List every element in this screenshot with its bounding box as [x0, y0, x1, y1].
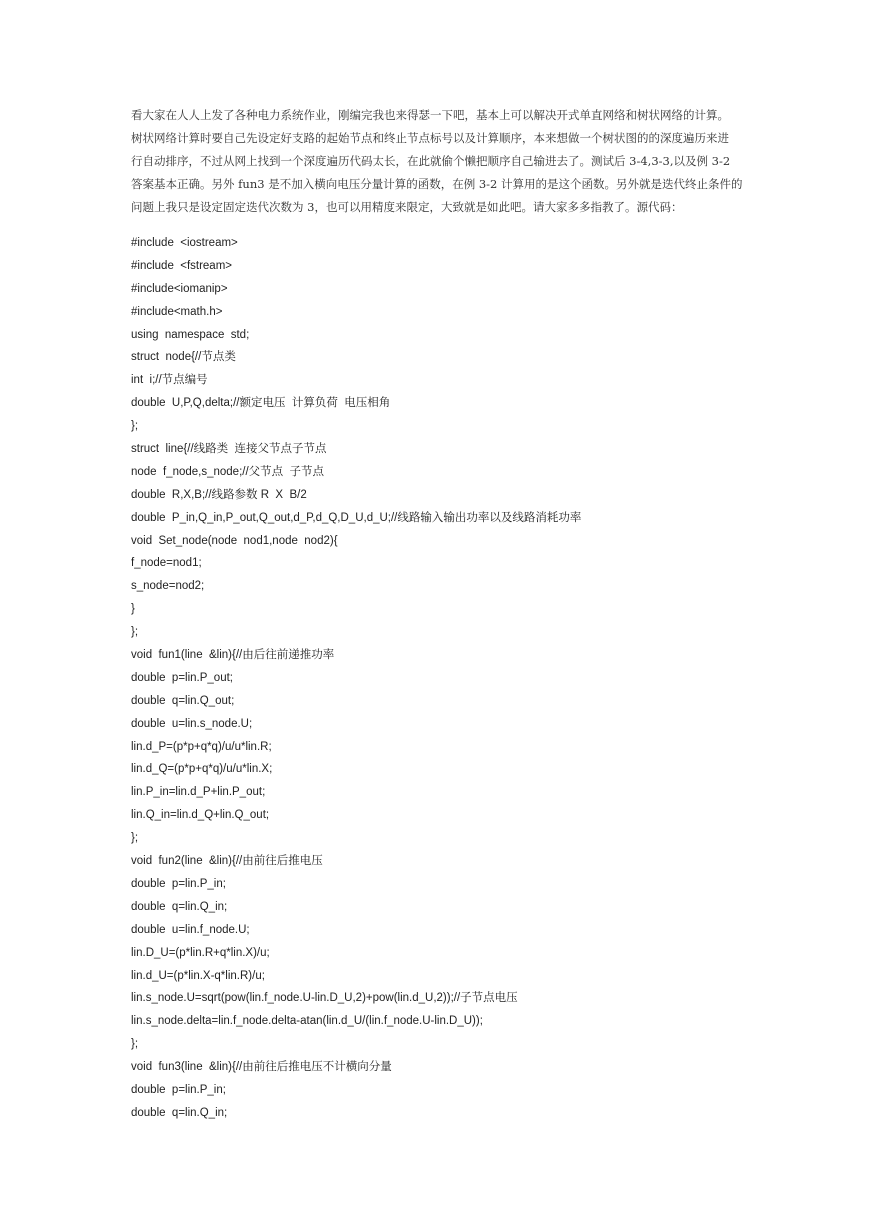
- code-line: lin.D_U=(p*lin.R+q*lin.X)/u;: [131, 946, 270, 959]
- code-line: lin.s_node.U=sqrt(pow(lin.f_node.U-lin.D_U,2)+pow(lin.d_U,2));//子节点电压: [131, 992, 518, 1005]
- code-line: double q=lin.Q_out;: [131, 694, 235, 707]
- code-line: #include <fstream>: [131, 259, 233, 272]
- code-line: using namespace std;: [131, 328, 250, 341]
- code-line: void fun1(line &lin){//由后往前递推功率: [131, 649, 335, 662]
- intro-line: 问题上我只是设定固定迭代次数为 3，也可以用精度来限定，大致就是如此吧。请大家多多指教了。源代码：: [131, 200, 683, 214]
- code-line: };: [131, 626, 139, 639]
- code-line: double q=lin.Q_in;: [131, 1106, 228, 1119]
- intro-line: 树状网络计算时要自己先设定好支路的起始节点和终止节点标号以及计算顺序，本来想做一个树状图的的深度遍历来进: [131, 131, 729, 145]
- code-line: int i;//节点编号: [131, 374, 208, 387]
- code-line: s_node=nod2;: [131, 580, 205, 593]
- code-line: double p=lin.P_in;: [131, 1083, 226, 1096]
- intro-line: 答案基本正确。另外 fun3 是不加入横向电压分量计算的函数，在例 3-2 计算用的是这个函数。另外就是迭代终止条件的: [131, 177, 743, 191]
- code-line: double u=lin.f_node.U;: [131, 923, 250, 936]
- code-line: node f_node,s_node;//父节点 子节点: [131, 465, 325, 478]
- code-line: double q=lin.Q_in;: [131, 900, 228, 913]
- code-line: #include <iostream>: [131, 237, 238, 249]
- intro-line: 看大家在人人上发了各种电力系统作业，刚编完我也来得瑟一下吧，基本上可以解决开式单直网络和树状网络的计算。: [131, 108, 729, 122]
- code-line: struct line{//线路类 连接父节点子节点: [131, 443, 327, 456]
- code-line: void Set_node(node nod1,node nod2){: [131, 534, 338, 547]
- code-line: };: [131, 420, 139, 433]
- code-line: double U,P,Q,delta;//额定电压 计算负荷 电压相角: [131, 397, 391, 410]
- code-line: void fun3(line &lin){//由前往后推电压不计横向分量: [131, 1061, 392, 1074]
- code-line: lin.Q_in=lin.d_Q+lin.Q_out;: [131, 809, 270, 822]
- code-line: double p=lin.P_out;: [131, 671, 233, 684]
- code-line: double R,X,B;//线路参数 R X B/2: [131, 488, 307, 501]
- code-line: double p=lin.P_in;: [131, 877, 226, 890]
- code-line: #include<math.h>: [131, 305, 223, 318]
- code-line: struct node{//节点类: [131, 351, 236, 364]
- code-line: double u=lin.s_node.U;: [131, 717, 253, 730]
- code-line: f_node=nod1;: [131, 557, 202, 570]
- code-line: void fun2(line &lin){//由前往后推电压: [131, 855, 323, 868]
- code-line: };: [131, 832, 139, 845]
- code-line: lin.P_in=lin.d_P+lin.P_out;: [131, 786, 266, 799]
- source-code-block: [131, 232, 771, 1125]
- code-line: lin.d_U=(p*lin.X-q*lin.R)/u;: [131, 969, 265, 982]
- code-line: lin.d_Q=(p*p+q*q)/u/u*lin.X;: [131, 763, 273, 776]
- code-line: #include<iomanip>: [131, 282, 228, 295]
- intro-line: 行自动排序，不过从网上找到一个深度遍历代码太长，在此就偷个懒把顺序自己输进去了。测试后 3-4,3-3,以及例 3-2: [131, 154, 731, 168]
- code-line: lin.d_P=(p*p+q*q)/u/u*lin.R;: [131, 740, 272, 753]
- intro-paragraph: [131, 104, 741, 219]
- code-line: };: [131, 1038, 139, 1051]
- code-line: double P_in,Q_in,P_out,Q_out,d_P,d_Q,D_U,d_U;//线路输入输出功率以及线路消耗功率: [131, 511, 582, 524]
- code-line: lin.s_node.delta=lin.f_node.delta-atan(lin.d_U/(lin.f_node.U-lin.D_U));: [131, 1015, 483, 1028]
- code-line: }: [131, 603, 135, 616]
